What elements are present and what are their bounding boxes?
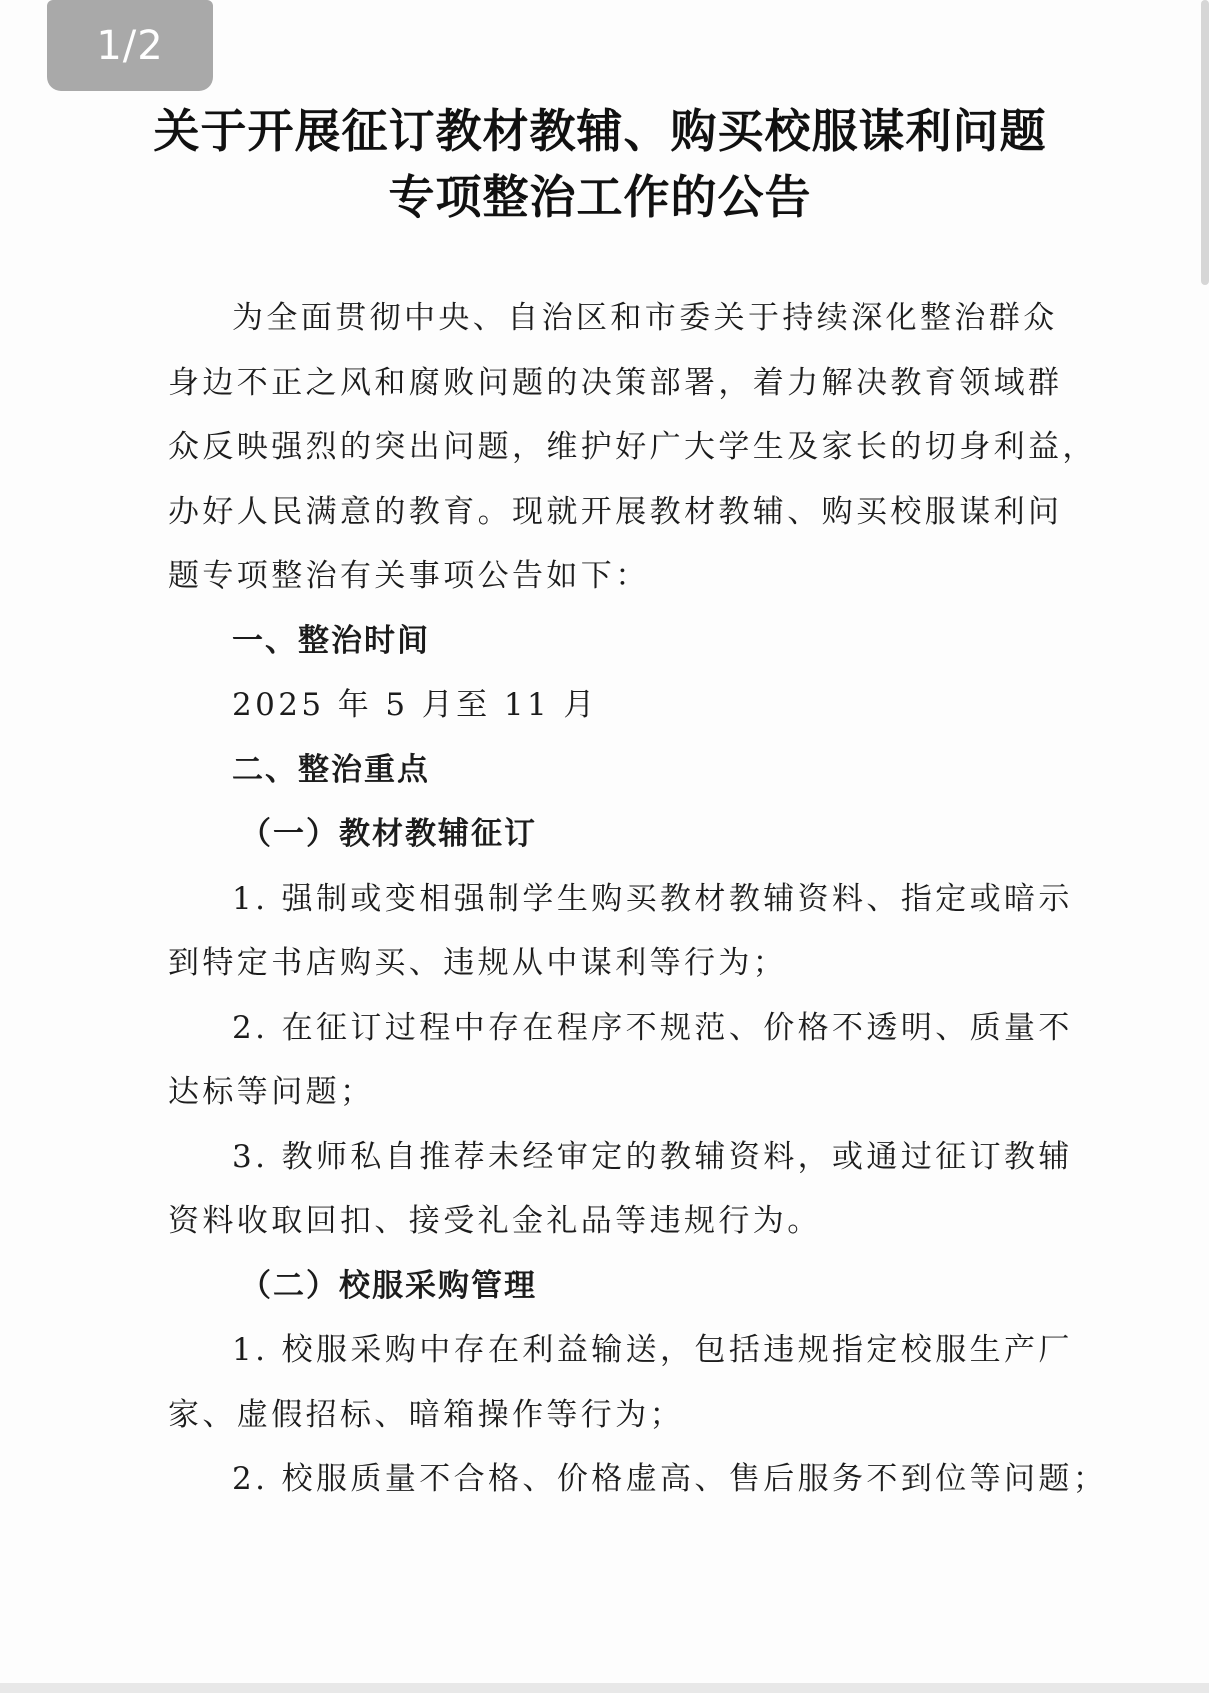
paragraph-line: 办好人民满意的教育。现就开展教材教辅、购买校服谋利问 [168,493,1063,530]
page-indicator: 1/2 [47,0,213,91]
paragraph-line: 为全面贯彻中央、自治区和市委关于持续深化整治群众 [232,300,1058,336]
list-item-line: 家、虚假招标、暗箱操作等行为； [168,1396,684,1433]
list-item-line: 3. 教师私自推荐未经审定的教辅资料，或通过征订教辅 [232,1138,1073,1175]
subsection-heading-textbooks: （一）教材教辅征订 [240,816,537,852]
section-heading-time: 一、整治时间 [232,622,430,659]
paragraph-line: 众反映强烈的突出问题，维护好广大学生及家长的切身利益， [168,429,1097,465]
list-item-line: 2. 校服质量不合格、价格虚高、售后服务不到位等问题； [232,1461,1108,1497]
list-item-line: 资料收取回扣、接受礼金礼品等违规行为。 [168,1203,822,1239]
document-body [168,286,1108,1512]
section-heading-focus: 二、整治重点 [232,751,430,788]
list-item-line: 1. 强制或变相强制学生购买教材教辅资料、指定或暗示 [232,880,1073,917]
list-item-line: 达标等问题； [168,1074,375,1110]
subsection-heading-uniforms: （二）校服采购管理 [240,1267,537,1304]
list-item-line: 1. 校服采购中存在利益输送，包括违规指定校服生产厂 [232,1332,1073,1368]
bottom-edge-bar [0,1683,1209,1693]
document-title [150,98,1050,230]
title-line-2: 专项整治工作的公告 [388,170,812,224]
title-line-1: 关于开展征订教材教辅、购买校服谋利问题 [153,104,1047,158]
time-range-text: 2025 年 5 月至 11 月 [232,687,598,723]
list-item-line: 2. 在征订过程中存在程序不规范、价格不透明、质量不 [232,1009,1073,1046]
paragraph-line: 题专项整治有关事项公告如下： [168,558,650,594]
vertical-scrollbar[interactable] [1199,0,1209,1693]
paragraph-line: 身边不正之风和腐败问题的决策部署，着力解决教育领域群 [168,364,1063,401]
list-item-line: 到特定书店购买、违规从中谋利等行为； [168,945,788,981]
scrollbar-thumb[interactable] [1201,0,1209,285]
